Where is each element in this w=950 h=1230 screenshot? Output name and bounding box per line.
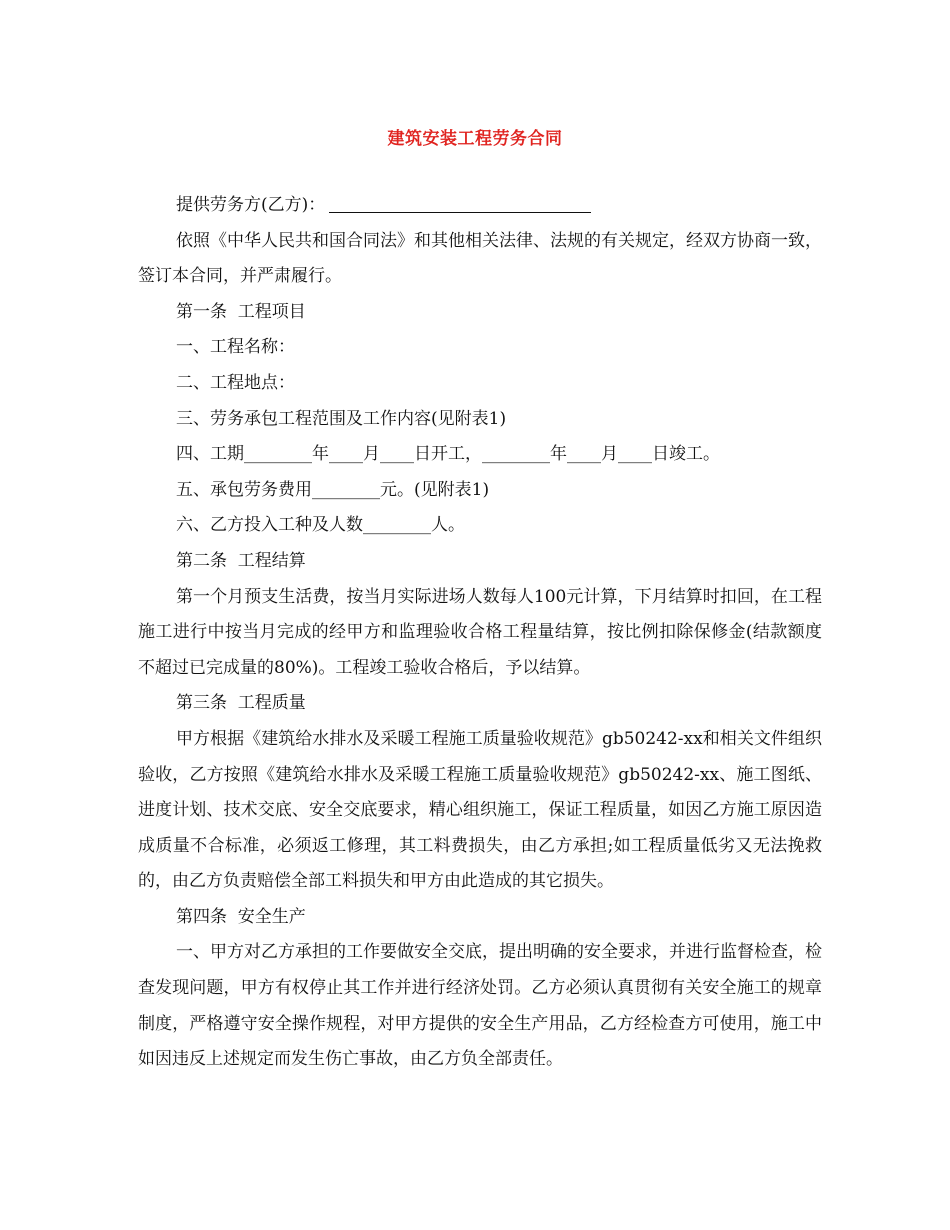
paragraph: 第一个月预支生活费，按当月实际进场人数每人100元计算，下月结算时扣回，在工程施工进行中按当月完成的经甲方和监理验收合格工程量结算，按比例扣除保修金(结款额度不超过已完成量的80%)。工程竣工验收合格后，予以结算。 (138, 586, 822, 678)
document-body (138, 188, 822, 1078)
paragraph: 一、甲方对乙方承担的工作要做安全交底，提出明确的安全要求，并进行监督检查，检查发现问题，甲方有权停止其工作并进行经济处罚。乙方必须认真贯彻有关安全施工的规章制度，严格遵守安全操作规程，对甲方提供的安全生产用品，乙方经检查方可使用，施工中如因违反上述规定而发生伤亡事故，由乙方负全部责任。 (138, 942, 822, 1070)
paragraph: 六、乙方投入工种及人数________人。 (176, 515, 465, 536)
paragraph: 三、劳务承包工程范围及工作内容(见附表1) (176, 408, 507, 429)
paragraph: 依照《中华人民共和国合同法》和其他相关法律、法规的有关规定，经双方协商一致，签订本合同，并严肃履行。 (138, 230, 822, 287)
paragraph: 四、工期________年____月____日开工，________年____月____日竣工。 (176, 444, 720, 465)
party-b-label: 提供劳务方(乙方)： (176, 195, 326, 215)
paragraph: 一、工程名称： (176, 337, 295, 358)
paragraph: 五、承包劳务费用________元。(见附表1) (176, 479, 490, 500)
article-heading: 第二条 工程结算 (176, 550, 306, 571)
article-heading: 第三条 工程质量 (176, 693, 306, 714)
party-b-blank (329, 192, 591, 213)
party-b-line (138, 188, 822, 224)
article-heading: 第一条 工程项目 (176, 301, 306, 322)
article-heading: 第四条 安全生产 (176, 906, 306, 927)
document-title: 建筑安装工程劳务合同 (387, 129, 563, 149)
paragraph: 甲方根据《建筑给水排水及采暖工程施工质量验收规范》gb50242-xx和相关文件组织验收，乙方按照《建筑给水排水及采暖工程施工质量验收规范》gb50242-xx、施工图纸、进度计划、技术交底、安全交底要求，精心组织施工，保证工程质量，如因乙方施工原因造成质量不合标准，必须返工修理，其工料费损失，由乙方承担;如工程质量低劣又无法挽救的，由乙方负责赔偿全部工料损失和甲方由此造成的其它损失。 (138, 728, 822, 892)
paragraph: 二、工程地点： (176, 372, 295, 393)
